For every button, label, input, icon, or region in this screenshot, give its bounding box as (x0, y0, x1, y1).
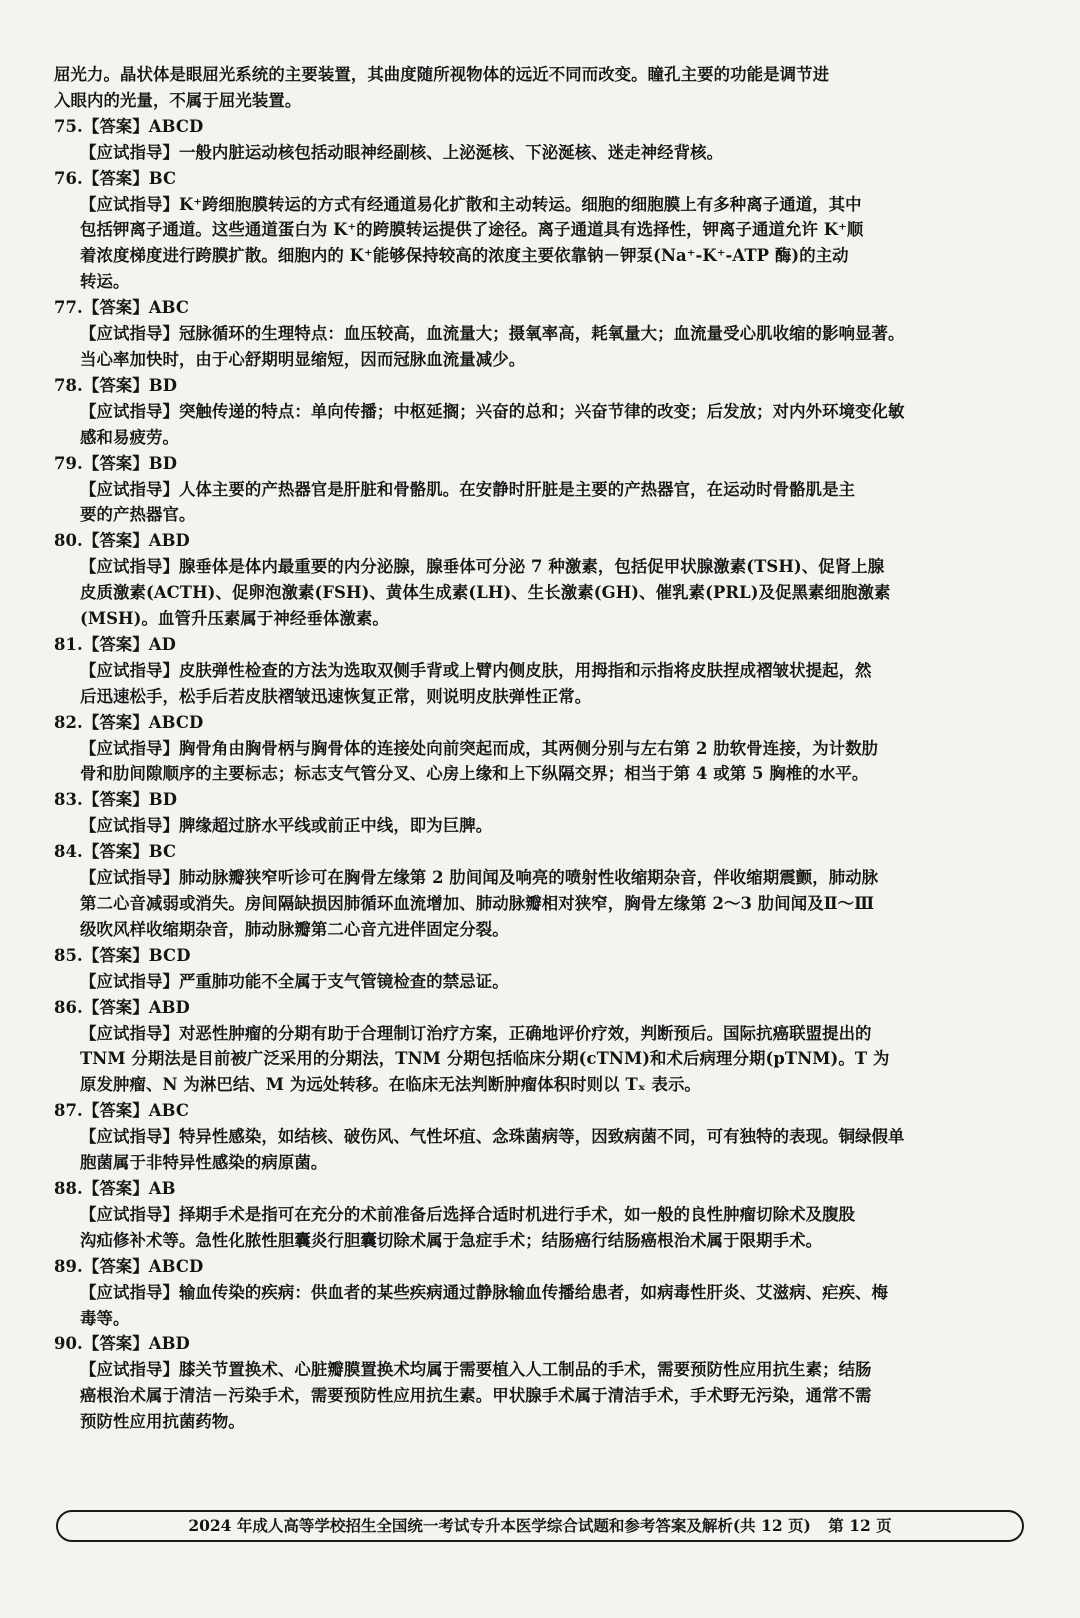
answer-key: 【答案】ABD (82, 1334, 190, 1354)
question-block (54, 295, 1032, 373)
question-block (54, 995, 1032, 1099)
answer-line (54, 787, 1032, 813)
guide-line: 原发肿瘤、N 为淋巴结、M 为远处转移。在临床无法判断肿瘤体积时则以 Tₓ 表示。 (80, 1075, 701, 1095)
guide-line: 要的产热器官。 (80, 505, 196, 525)
page-footer (56, 1510, 1024, 1542)
guide-line: 级吹风样收缩期杂音，肺动脉瓣第二心音亢进伴固定分裂。 (80, 919, 509, 939)
question-number: 82. (54, 712, 83, 732)
question-block (54, 1176, 1032, 1254)
answer-line (54, 528, 1032, 554)
guide-line: 【应试指导】突触传递的特点：单向传播；中枢延搁；兴奋的总和；兴奋节律的改变；后发放；对内外环境变化敏 (80, 401, 905, 421)
answer-key: 【答案】ABCD (82, 712, 204, 732)
guide-line: (MSH)。血管升压素属于神经垂体激素。 (80, 609, 389, 629)
guide-line: 第二心音减弱或消失。房间隔缺损因肺循环血流增加、肺动脉瓣相对狭窄，胸骨左缘第 2～3 肋间闻及Ⅱ～Ⅲ (80, 894, 875, 913)
guide-line: 转运。 (80, 272, 130, 292)
guide-line: 胞菌属于非特异性感染的病原菌。 (80, 1153, 328, 1173)
guide-line: TNM 分期法是目前被广泛采用的分期法，TNM 分期包括临床分期(cTNM)和术后病理分期(pTNM)。T 为 (80, 1049, 890, 1069)
answer-line (54, 1098, 1032, 1124)
guide-line: 感和易疲劳。 (80, 427, 179, 447)
question-block (54, 632, 1032, 710)
guide-line: 【应试指导】一般内脏运动核包括动眼神经副核、上泌涎核、下泌涎核、迷走神经背核。 (80, 142, 724, 162)
question-block (54, 528, 1032, 632)
guide-line: 【应试指导】膝关节置换术、心脏瓣膜置换术均属于需要植入人工制品的手术，需要预防性应用抗生素；结肠 (80, 1360, 872, 1380)
guide-line: 包括钾离子通道。这些通道蛋白为 K⁺的跨膜转运提供了途径。离子通道具有选择性，钾离子通道允许 K⁺顺 (80, 220, 864, 240)
question-number: 85. (54, 945, 83, 965)
guide-line: 当心率加快时，由于心舒期明显缩短，因而冠脉血流量减少。 (80, 349, 526, 369)
question-number: 77. (54, 298, 83, 318)
question-block (54, 451, 1032, 529)
answer-line (54, 710, 1032, 736)
footer-title: 2024 年成人高等学校招生全国统一考试专升本医学综合试题和参考答案及解析(共 12 页) (188, 1516, 811, 1535)
guide-line: 毒等。 (80, 1308, 130, 1328)
question-number: 84. (54, 842, 83, 862)
answer-key: 【答案】ABC (82, 1101, 190, 1121)
question-number: 87. (54, 1101, 83, 1121)
guide-line: 皮质激素(ACTH)、促卵泡激素(FSH)、黄体生成素(LH)、生长激素(GH)、催乳素(PRL)及促黑素细胞激素 (80, 583, 891, 603)
question-number: 86. (54, 997, 83, 1017)
guide-line: 沟疝修补术等。急性化脓性胆囊炎行胆囊切除术属于急症手术；结肠癌行结肠癌根治术属于限期手术。 (80, 1230, 823, 1250)
answer-key: 【答案】ABCD (82, 1256, 204, 1276)
guide-line: 【应试指导】K⁺跨细胞膜转运的方式有经通道易化扩散和主动转运。细胞的细胞膜上有多种离子通道，其中 (80, 194, 862, 214)
answer-key: 【答案】BD (82, 375, 178, 395)
guide-line: 【应试指导】择期手术是指可在充分的术前准备后选择合适时机进行手术，如一般的良性肿瘤切除术及腹股 (80, 1204, 856, 1224)
guide-line: 【应试指导】对恶性肿瘤的分期有助于合理制订治疗方案，正确地评价疗效，判断预后。国际抗癌联盟提出的 (80, 1023, 872, 1043)
answer-line (54, 1254, 1032, 1280)
question-block (54, 1254, 1032, 1332)
answer-key: 【答案】ABD (82, 997, 190, 1017)
answer-key: 【答案】AD (82, 634, 176, 654)
guide-line: 着浓度梯度进行跨膜扩散。细胞内的 K⁺能够保持较高的浓度主要依靠钠－钾泵(Na⁺-K⁺-ATP 酶)的主动 (80, 246, 849, 266)
question-number: 83. (54, 790, 83, 810)
answer-line (54, 995, 1032, 1021)
question-number: 75. (54, 116, 83, 136)
answer-line (54, 373, 1032, 399)
intro-line: 屈光力。晶状体是眼屈光系统的主要装置，其曲度随所视物体的远近不同而改变。瞳孔主要的功能是调节进 (54, 65, 830, 84)
question-block (54, 1098, 1032, 1176)
question-block (54, 1331, 1032, 1435)
guide-line: 【应试指导】人体主要的产热器官是肝脏和骨骼肌。在安静时肝脏是主要的产热器官，在运动时骨骼肌是主 (80, 479, 856, 499)
guide-line: 后迅速松手，松手后若皮肤褶皱迅速恢复正常，则说明皮肤弹性正常。 (80, 686, 592, 706)
guide-line: 【应试指导】特异性感染，如结核、破伤风、气性坏疽、念珠菌病等，因致病菌不同，可有独特的表现。铜绿假单 (80, 1127, 905, 1147)
guide-line: 【应试指导】输血传染的疾病：供血者的某些疾病通过静脉输血传播给患者，如病毒性肝炎、艾滋病、疟疾、梅 (80, 1282, 889, 1302)
guide-line: 【应试指导】冠脉循环的生理特点：血压较高，血流量大；摄氧率高，耗氧量大；血流量受心肌收缩的影响显著。 (80, 324, 905, 344)
guide-line: 【应试指导】肺动脉瓣狭窄听诊可在胸骨左缘第 2 肋间闻及响亮的喷射性收缩期杂音，伴收缩期震颤，肺动脉 (80, 868, 879, 888)
question-block (54, 710, 1032, 788)
question-number: 88. (54, 1178, 83, 1198)
answer-key: 【答案】BD (82, 790, 178, 810)
answer-line (54, 295, 1032, 321)
question-block (54, 166, 1032, 296)
answer-line (54, 839, 1032, 865)
guide-line: 【应试指导】脾缘超过脐水平线或前正中线，即为巨脾。 (80, 816, 493, 836)
intro-line: 入眼内的光量，不属于屈光装置。 (54, 90, 302, 110)
answer-key: 【答案】BC (82, 168, 177, 188)
answer-line (54, 114, 1032, 140)
answer-key: 【答案】ABCD (82, 116, 204, 136)
answer-content (54, 62, 1032, 1435)
answer-line (54, 451, 1032, 477)
guide-line: 【应试指导】皮肤弹性检查的方法为选取双侧手背或上臂内侧皮肤，用拇指和示指将皮肤捏成褶皱状提起，然 (80, 660, 872, 680)
guide-line: 【应试指导】胸骨角由胸骨柄与胸骨体的连接处向前突起而成，其两侧分别与左右第 2 肋软骨连接，为计数肋 (80, 738, 879, 758)
answer-line (54, 166, 1032, 192)
question-block (54, 787, 1032, 839)
answer-key: 【答案】BC (82, 842, 177, 862)
question-number: 76. (54, 168, 83, 188)
guide-line: 【应试指导】腺垂体是体内最重要的内分泌腺，腺垂体可分泌 7 种激素，包括促甲状腺激素(TSH)、促肾上腺 (80, 557, 885, 577)
question-list (54, 114, 1032, 1435)
guide-line: 骨和肋间隙顺序的主要标志；标志支气管分叉、心房上缘和上下纵隔交界；相当于第 4 或第 5 胸椎的水平。 (80, 764, 869, 784)
answer-key: 【答案】AB (82, 1178, 176, 1198)
answer-line (54, 1176, 1032, 1202)
answer-line (54, 943, 1032, 969)
question-number: 78. (54, 375, 83, 395)
question-block (54, 114, 1032, 166)
answer-line (54, 1331, 1032, 1357)
question-number: 81. (54, 634, 83, 654)
question-number: 90. (54, 1334, 83, 1354)
question-block (54, 943, 1032, 995)
question-block (54, 373, 1032, 451)
answer-key: 【答案】BD (82, 453, 178, 473)
guide-line: 预防性应用抗菌药物。 (80, 1412, 245, 1432)
intro-text (54, 62, 1032, 114)
answer-key: 【答案】ABD (82, 531, 190, 551)
guide-line: 【应试指导】严重肺功能不全属于支气管镜检查的禁忌证。 (80, 971, 509, 991)
question-number: 80. (54, 531, 83, 551)
answer-key: 【答案】BCD (82, 945, 191, 965)
answer-key: 【答案】ABC (82, 298, 190, 318)
question-block (54, 839, 1032, 943)
question-number: 79. (54, 453, 83, 473)
question-number: 89. (54, 1256, 83, 1276)
guide-line: 癌根治术属于清洁－污染手术，需要预防性应用抗生素。甲状腺手术属于清洁手术，手术野无污染，通常不需 (80, 1386, 872, 1406)
footer-page-number: 第 12 页 (828, 1516, 892, 1535)
answer-line (54, 632, 1032, 658)
